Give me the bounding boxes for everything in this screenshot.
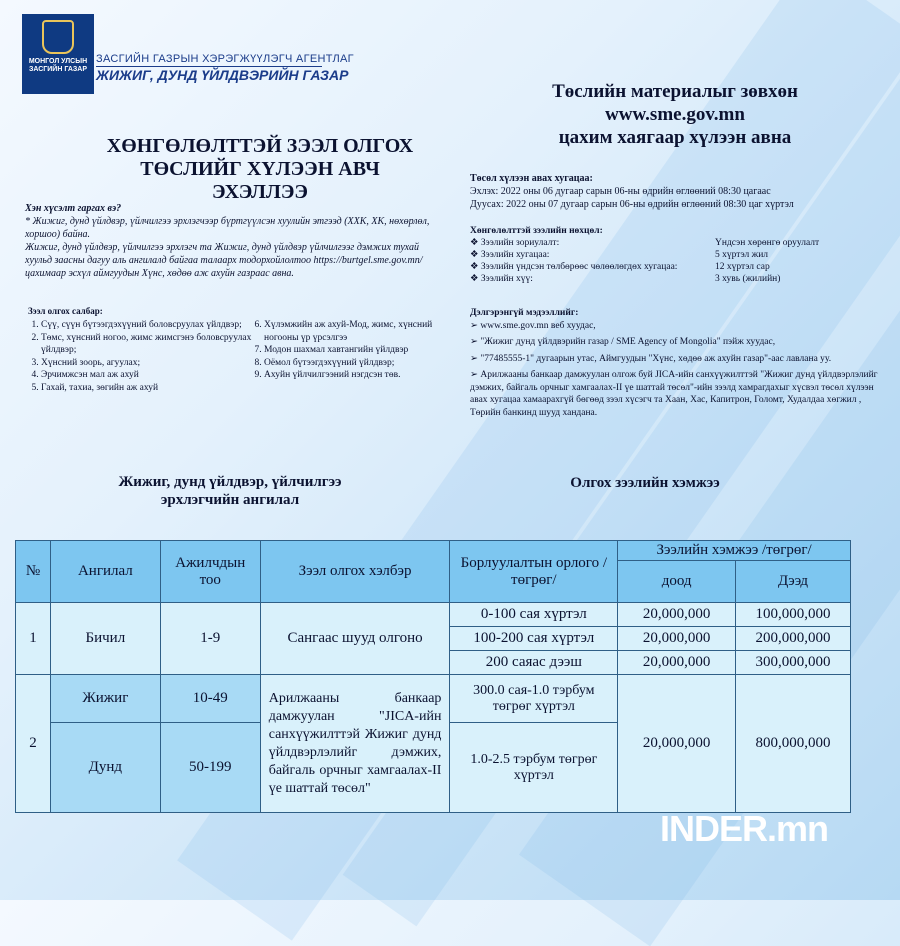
agency-line1: ЗАСГИЙН ГАЗРЫН ХЭРЭГЖҮҮЛЭГЧ АГЕНТЛАГ bbox=[96, 53, 354, 65]
row-revenue: 1.0-2.5 тэрбум төгрөг хүртэл bbox=[450, 723, 618, 813]
row-min: 20,000,000 bbox=[618, 651, 736, 675]
row-max: 100,000,000 bbox=[736, 603, 851, 627]
header-category: Ангилал bbox=[50, 541, 160, 603]
inder-watermark-logo: INDER.mn bbox=[659, 808, 828, 849]
header-revenue: Борлуулалтын орлого /төгрөг/ bbox=[450, 541, 618, 603]
who-heading: Хэн хүсэлт гаргах вэ? bbox=[25, 203, 122, 214]
row-category: Бичил bbox=[50, 603, 160, 675]
term-label: Зээлийн хүү: bbox=[480, 274, 533, 284]
loan-amount-heading: Олгох зээлийн хэмжээ bbox=[570, 475, 720, 491]
row-min: 20,000,000 bbox=[618, 675, 736, 813]
term-value: 5 хүртэл жил bbox=[715, 250, 769, 260]
directions-heading: Зээл олгох салбар: bbox=[28, 306, 103, 316]
header-no: № bbox=[16, 541, 51, 603]
submission-title bbox=[475, 80, 875, 149]
term-value: Үндсэн хөрөнгө оруулалт bbox=[715, 238, 820, 248]
who-paragraph-1: * Жижиг, дунд үйлдвэр, үйлчилгээ эрхлэгчээр бүртгүүлсэн хуулийн этгээд (ХХК, ХК, нөхөрлөл, хоршоо) байна. bbox=[25, 216, 430, 240]
header-min: доод bbox=[618, 561, 736, 603]
logo-caption: МОНГОЛ УЛСЫН ЗАСГИЙН ГАЗАР bbox=[28, 58, 88, 73]
classification-heading-line1: Жижиг, дунд үйлдвэр, үйлчилгээ bbox=[118, 474, 342, 490]
row-revenue: 300.0 сая-1.0 тэрбум төгрөг хүртэл bbox=[450, 675, 618, 723]
main-title bbox=[90, 135, 430, 204]
row-employees: 1-9 bbox=[160, 603, 260, 675]
who-paragraph-2: Жижиг, дунд үйлдвэр, үйлчилгээ эрхлэгч та Жижиг, дунд үйлдвэр үйлчилгээг дэмжих тухай хуульд заасны дагуу аль ангилалд байгаа талаарх тодорхойлолтоо https://burtgel.sme.gov.mn/ цахимаар эсхүл аймгуудын Хүнс, хөдөө аж ахуйн газраас авна. bbox=[25, 242, 423, 279]
info-item: ➢ www.sme.gov.mn веб хуудас, bbox=[470, 320, 596, 331]
info-facebook-page: "Жижиг дунд үйлдвэрийн газар / SME Agency of Mongolia" пэйж хуудас, bbox=[480, 337, 776, 347]
terms-row: ❖ Зээлийн үндсэн төлбөрөөс чөлөөлөгдөх хугацаа: 12 хүртэл сар bbox=[470, 262, 770, 272]
row-loan-form: Сангаас шууд олгоно bbox=[260, 603, 450, 675]
row-no: 1 bbox=[16, 603, 51, 675]
row-max: 800,000,000 bbox=[736, 675, 851, 813]
term-value: 12 хүртэл сар bbox=[715, 262, 770, 272]
terms-section bbox=[470, 225, 890, 285]
directions-col2 bbox=[248, 319, 448, 382]
info-website[interactable]: www.sme.gov.mn веб хуудас, bbox=[480, 320, 596, 331]
info-phone: "77485555-1" дугаарын утас, Аймгуудын "Хүнс, хөдөө аж ахуйн газар"-аас лавлана уу. bbox=[480, 353, 832, 364]
row-category: Дунд bbox=[50, 723, 160, 813]
row-min: 20,000,000 bbox=[618, 627, 736, 651]
header-loan-amount: Зээлийн хэмжээ /төгрөг/ bbox=[618, 541, 851, 561]
agency-line2: ЖИЖИГ, ДУНД ҮЙЛДВЭРИЙН ГАЗАР bbox=[96, 67, 349, 83]
direction-item: 2. Төмс, хүнсний ногоо, жимс жимсгэнэ боловсруулах үйлдвэр; bbox=[41, 332, 255, 357]
row-max: 200,000,000 bbox=[736, 627, 851, 651]
period-heading: Төсөл хүлээн авах хугацаа: bbox=[470, 173, 593, 184]
term-label: Зээлийн үндсэн төлбөрөөс чөлөөлөгдөх хугацаа: bbox=[480, 262, 678, 272]
header-employees: Ажилчдын тоо bbox=[160, 541, 260, 603]
classification-heading bbox=[60, 473, 400, 509]
info-heading: Дэлгэрэнгүй мэдээллийг: bbox=[470, 308, 579, 318]
terms-heading: Хөнгөлөлттэй зээлийн нөхцөл: bbox=[470, 226, 603, 236]
term-label: Зээлийн зориулалт: bbox=[480, 238, 560, 248]
term-value: 3 хувь (жилийн) bbox=[715, 274, 781, 284]
term-label: Зээлийн хугацаа: bbox=[480, 250, 550, 260]
direction-item: 8. Оёмол бүтээгдэхүүний үйлдвэр; bbox=[264, 357, 448, 370]
direction-item: 5. Гахай, тахиа, зөгийн аж ахуй bbox=[41, 382, 255, 395]
table-header-row bbox=[16, 541, 851, 561]
government-emblem-logo bbox=[22, 14, 94, 94]
classification-heading-line2: эрхлэгчийн ангилал bbox=[160, 492, 300, 508]
submission-title-line1: Төслийн материалыг зөвхөн bbox=[552, 81, 798, 102]
direction-item: 6. Хүлэмжийн аж ахуй-Мод, жимс, хүнсний ногооны үр үрсэлгээ bbox=[264, 319, 448, 344]
direction-item: 4. Эрчимжсэн мал аж ахуй bbox=[41, 369, 255, 382]
period-end: Дуусах: 2022 оны 07 дугаар сарын 06-ны өдрийн өглөөний 08:30 цаг хүртэл bbox=[470, 199, 794, 210]
period-section bbox=[470, 172, 890, 211]
directions-col1 bbox=[25, 319, 255, 394]
direction-item: 3. Хүнсний зоорь, агуулах; bbox=[41, 357, 255, 370]
row-loan-form: Арилжааны банкаар дамжуулан "JICA-ийн санхүүжилттэй Жижиг дунд үйлдвэрлэлийг дэмжих, байгаль орчныг хамгаалах-II үе шаттай төсөл" bbox=[260, 675, 450, 813]
row-revenue: 0-100 сая хүртэл bbox=[450, 603, 618, 627]
info-section bbox=[470, 307, 890, 419]
row-max: 300,000,000 bbox=[736, 651, 851, 675]
direction-item: 7. Модон шахмал хавтангийн үйлдвэр bbox=[264, 344, 448, 357]
soyombo-icon bbox=[42, 20, 74, 54]
row-revenue: 100-200 сая хүртэл bbox=[450, 627, 618, 651]
submission-website: www.sme.gov.mn bbox=[605, 104, 745, 125]
main-title-line2: ТӨСЛИЙГ ХҮЛЭЭН АВЧ ЭХЭЛЛЭЭ bbox=[140, 158, 380, 203]
table-row bbox=[16, 675, 851, 723]
info-note: Арилжааны банкаар дамжуулан олгож буй JICA-ийн санхүүжилттэй "Жижиг дунд үйлдвэрлэлийг дэмжих, байгаль орчныг хамгаалах-II үе шаттай төсөл"-ийн зээлд хамрагдахыг хүсвэл төсөл хүлээн авах хугацаа хамаарахгүй бөгөөд зээл хүсэгч та Хаан, Хас, Капитрон, Голомт, Худалдаа хөгжил , Төрийн банкинд шууд хандана. bbox=[470, 370, 878, 418]
terms-row: ❖ Зээлийн зориулалт: Үндсэн хөрөнгө оруулалт bbox=[470, 238, 820, 248]
terms-row: ❖ Зээлийн хугацаа: 5 хүртэл жил bbox=[470, 250, 769, 260]
table-row bbox=[16, 603, 851, 627]
info-item: ➢ Арилжааны банкаар дамжуулан олгож буй JICA-ийн санхүүжилттэй "Жижиг дунд үйлдвэрлэлийг дэмжих, байгаль орчныг хамгаалах-II үе шаттай төсөл"-ийн зээлд хамрагдахыг хүсвэл төсөл хүлээн авах хугацаа хамаарахгүй бөгөөд зээл хүсэгч та Хаан, Хас, Капитрон, Голомт, Худалдаа хөгжил , Төрийн банкинд шууд хандана. bbox=[470, 370, 878, 418]
header-max: Дээд bbox=[736, 561, 851, 603]
loan-classification-table bbox=[15, 540, 851, 813]
info-item: ➢ "Жижиг дунд үйлдвэрийн газар / SME Agency of Mongolia" пэйж хуудас, bbox=[470, 337, 776, 347]
row-no: 2 bbox=[16, 675, 51, 813]
row-min: 20,000,000 bbox=[618, 603, 736, 627]
row-category: Жижиг bbox=[50, 675, 160, 723]
direction-item: 9. Ахуйн үйлчилгээний нэгдсэн төв. bbox=[264, 369, 448, 382]
who-section bbox=[25, 202, 435, 280]
row-employees: 50-199 bbox=[160, 723, 260, 813]
terms-row: ❖ Зээлийн хүү: 3 хувь (жилийн) bbox=[470, 274, 781, 284]
info-item: ➢ "77485555-1" дугаарын утас, Аймгуудын "Хүнс, хөдөө аж ахуйн газар"-аас лавлана уу. bbox=[470, 353, 832, 364]
period-start: Эхлэх: 2022 оны 06 дугаар сарын 06-ны өдрийн өглөөний 08:30 цагаас bbox=[470, 186, 771, 197]
submission-title-line3: цахим хаягаар хүлээн авна bbox=[558, 127, 792, 148]
row-employees: 10-49 bbox=[160, 675, 260, 723]
header-loan-form: Зээл олгох хэлбэр bbox=[260, 541, 450, 603]
direction-item: 1. Сүү, сүүн бүтээгдэхүүний боловсруулах үйлдвэр; bbox=[41, 319, 255, 332]
row-revenue: 200 саяас дээш bbox=[450, 651, 618, 675]
main-title-line1: ХӨНГӨЛӨЛТТЭЙ ЗЭЭЛ ОЛГОХ bbox=[106, 135, 414, 157]
